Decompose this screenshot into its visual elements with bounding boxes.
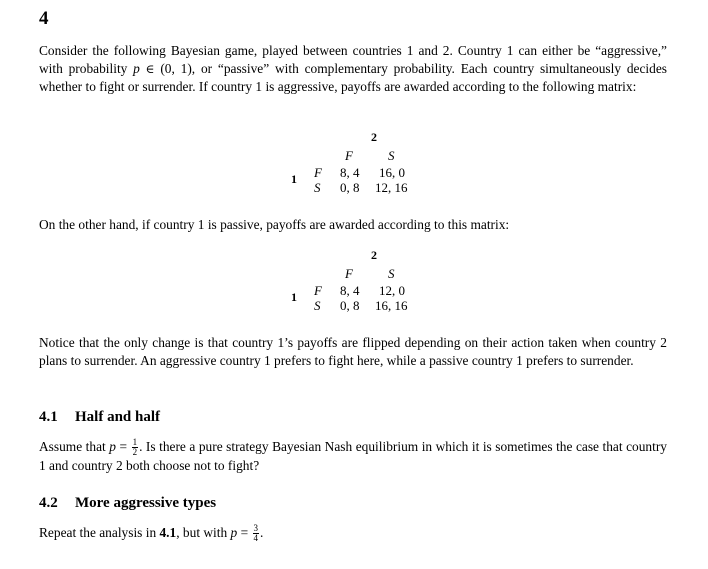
interval: (0, 1)	[160, 60, 192, 76]
equals-sign: =	[237, 525, 252, 540]
row-label-surrender: S	[314, 180, 321, 195]
col-label-fight: F	[345, 266, 353, 281]
subsection-number: 4.1	[39, 409, 58, 425]
payoff-cell: 12, 0	[379, 283, 405, 298]
text-before: Assume that	[39, 439, 110, 454]
p-variable: p	[109, 439, 116, 454]
payoff-matrix-passive	[39, 248, 669, 318]
equals-sign: =	[115, 439, 131, 454]
payoff-cell: 0, 8	[340, 180, 360, 195]
col-label-surrender: S	[388, 148, 395, 163]
text-mid: , but with	[176, 525, 231, 540]
subsection-title: Half and half	[75, 409, 161, 425]
section-number: 4	[39, 8, 49, 29]
passive-intro-paragraph: On the other hand, if country 1 is passive, payoffs are awarded according to this matrix:	[39, 217, 510, 232]
text-before: Repeat the analysis in	[39, 525, 160, 540]
subsection-heading-4-2	[39, 495, 216, 512]
subsection-4-1-text	[39, 438, 667, 475]
row-label-fight: F	[314, 283, 322, 298]
payoff-cell: 8, 4	[340, 165, 360, 180]
fraction-denominator: 2	[132, 447, 138, 458]
col-label-fight: F	[345, 148, 353, 163]
row-player-label: 1	[291, 172, 297, 186]
column-player-label: 2	[371, 248, 377, 262]
payoff-cell: 12, 16	[375, 180, 408, 195]
payoff-cell: 8, 4	[340, 283, 360, 298]
intro-paragraph	[39, 42, 667, 96]
subsection-4-2-text	[39, 524, 667, 543]
subsection-heading-4-1	[39, 409, 160, 426]
row-player-label: 1	[291, 290, 297, 304]
payoff-cell: 16, 0	[379, 165, 405, 180]
payoff-cell: 0, 8	[340, 298, 360, 313]
notice-paragraph: Notice that the only change is that country 1’s payoffs are flipped depending on their action taken when country 2 plans to surrender. An aggressive country 1 prefers to fight here, while a passive country 1 prefers to surrender.	[39, 335, 667, 368]
row-label-fight: F	[314, 165, 322, 180]
fraction-three-quarters	[253, 524, 260, 543]
element-of-symbol: ∈	[145, 61, 155, 76]
text-after: . Is there a pure strategy Bayesian Nash equilibrium in which it is sometimes the case that country 1 and country 2 both choose not to fight?	[39, 439, 668, 474]
payoff-cell: 16, 16	[375, 298, 408, 313]
payoff-matrix-aggressive	[39, 130, 669, 200]
intro-text-2: , or “passive” with complementary probability. Each country simultaneously decides whether to fight or surrender. If country 1 is aggressive, payoffs are awarded according to the following matrix:	[39, 60, 667, 94]
col-label-surrender: S	[388, 266, 395, 281]
intro-text-1: Consider the following Bayesian game, played between countries 1 and 2. Country 1 can either be “aggressive,” with probability	[39, 43, 667, 76]
column-player-label: 2	[371, 130, 377, 144]
fraction-numerator: 1	[132, 437, 138, 448]
row-label-surrender: S	[314, 298, 321, 313]
p-variable: p	[230, 525, 238, 540]
fraction-one-half	[132, 438, 139, 457]
subsection-number: 4.2	[39, 495, 58, 511]
p-variable: p	[133, 60, 140, 76]
section-reference: 4.1	[159, 525, 177, 540]
subsection-title: More aggressive types	[75, 495, 217, 511]
fraction-numerator: 3	[253, 523, 258, 534]
fraction-denominator: 4	[253, 533, 258, 544]
text-after: .	[260, 525, 264, 540]
